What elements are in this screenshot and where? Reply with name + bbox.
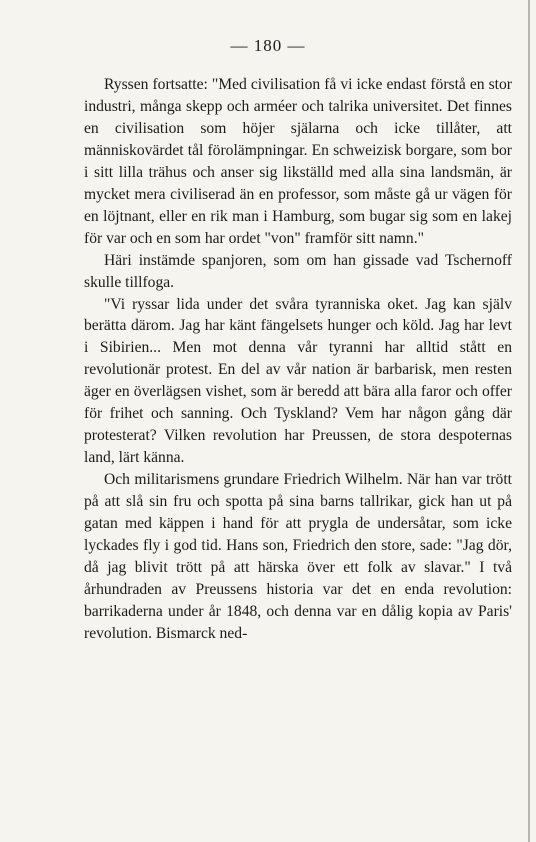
paragraph-3: "Vi ryssar lida under det svåra tyranniska oket. Jag kan själv berätta därom. Jag har känt fängelsets hunger och köld. Jag har levt i Sibirien... Men mot denna vår tyranni har alltid stått en revolutionär protest. En del av vår nation är barbarisk, men resten äger en överlägsen vishet, som är beredd att bära alla faror och offer för frihet och sanning. Och Tyskland? Vem har någon gång där protesterat? Vilken revolution har Preussen, de stora despoternas land, lärt känna. bbox=[84, 295, 512, 467]
page-number: — 180 — bbox=[230, 36, 306, 55]
paragraph-2: Häri instämde spanjoren, som om han gissade vad Tschernoff skulle tillfoga. bbox=[84, 251, 512, 291]
paragraph-4: Och militarismens grundare Friedrich Wilhelm. När han var trött på att slå sin fru och spotta på sina barns tallrikar, gick han ut på gatan med käppen i hand för att prygla de undersåtar, som icke lyckades fly i god tid. Hans son, Friedrich den store, sade: "Jag dör, då jag blivit trött på att härska över ett folk av slavar." I två århundraden av Preussens historia var det en enda revolution: barrikaderna under år 1848, och denna var en dålig kopia av Paris' revolution. Bismarck ned- bbox=[84, 471, 512, 642]
paragraph-1: Ryssen fortsatte: "Med civilisation få vi icke endast förstå en stor industri, många skepp och arméer och talrika universitet. Det finnes en civilisation som höjer själarna och icke tillåter, att människovärdet tål förolämpningar. En schweizisk borgare, som bor i sitt lilla trähus och anser sig likställd med alla sina landsmän, är mycket mera civiliserad än en professor, som måste gå ur vägen för en löjtnant, eller en rik man i Hamburg, som bugar sig som en lakej för var och en som har ordet "von" framför sitt namn." bbox=[84, 76, 512, 247]
body-text bbox=[84, 74, 512, 645]
page-edge-line bbox=[528, 0, 530, 842]
